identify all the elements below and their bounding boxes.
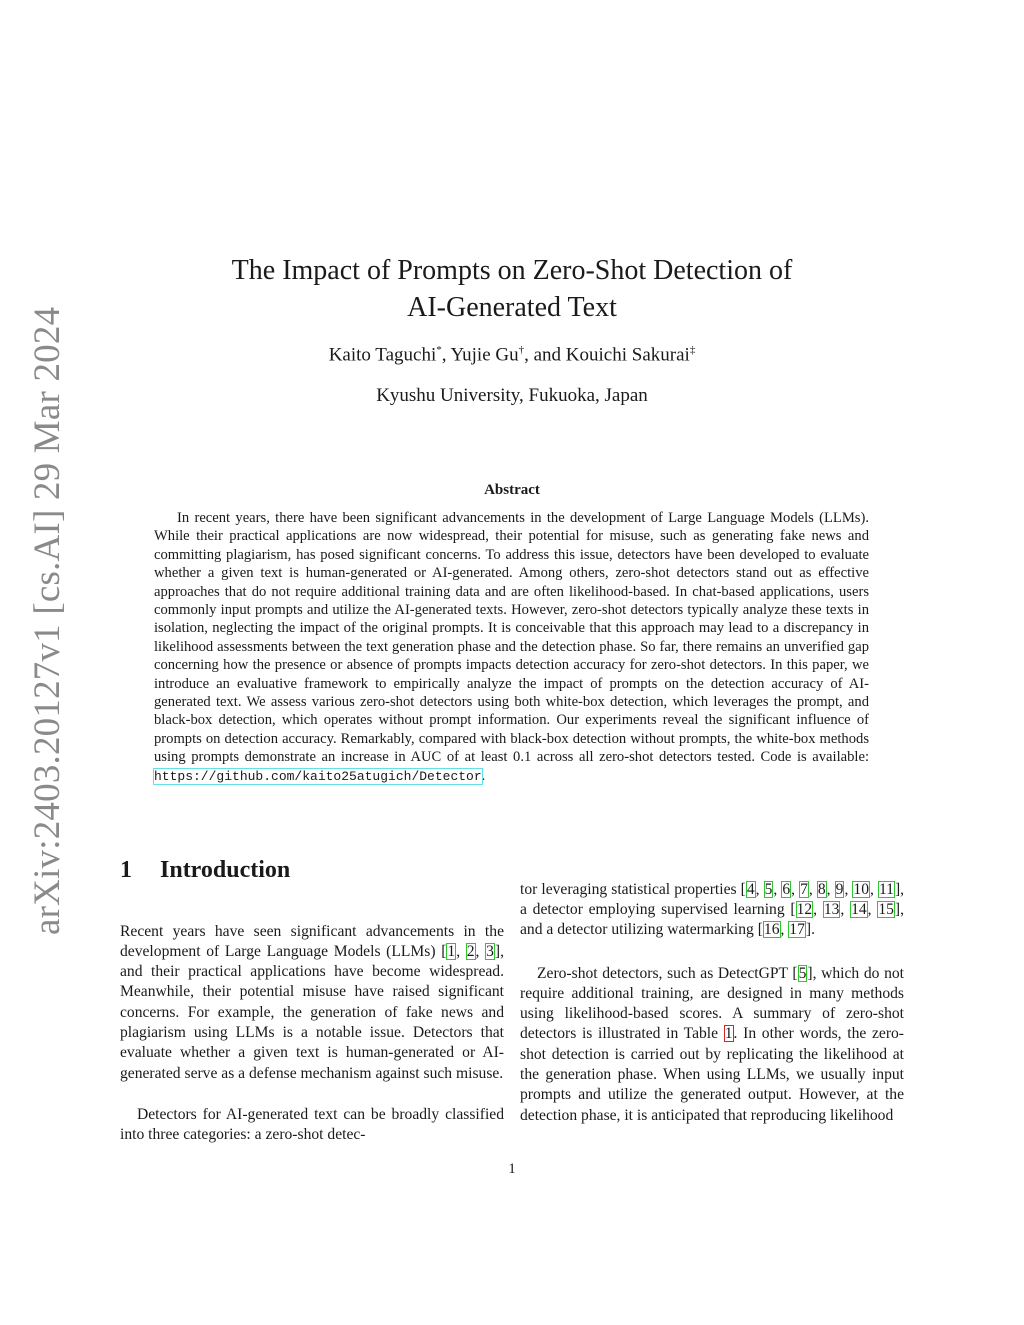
- paragraph-text: ,: [844, 880, 853, 898]
- citation-link[interactable]: 16: [763, 921, 780, 939]
- paragraph-text: Detectors for AI-generated text can be broadly classified into three categories: a zero-shot detec-: [120, 1105, 504, 1143]
- author-name: Kouichi Sakurai: [565, 344, 690, 366]
- author-footnote-mark[interactable]: †: [518, 344, 525, 356]
- citation-link[interactable]: 13: [823, 900, 840, 918]
- title-line-1: The Impact of Prompts on Zero-Shot Detection of: [231, 255, 793, 286]
- citation-link[interactable]: 15: [878, 900, 894, 918]
- citation-link[interactable]: 6: [782, 880, 791, 898]
- author-name: Yujie Gu: [450, 344, 519, 366]
- abstract-heading: Abstract: [484, 482, 540, 498]
- paragraph-text: Recent years have seen significant advancements in the development of Large Language Models (LLMs) [: [120, 922, 504, 960]
- code-repository-link[interactable]: https://github.com/kaito25atugich/Detector: [154, 768, 482, 784]
- title-line-2: AI-Generated Text: [407, 292, 617, 323]
- page-number: 1: [508, 1161, 516, 1177]
- citation-link[interactable]: 9: [835, 880, 844, 898]
- citation-link[interactable]: 7: [800, 880, 808, 898]
- citation-link[interactable]: 1: [447, 942, 456, 960]
- author-list: [160, 344, 864, 366]
- author-separator: , and: [524, 344, 566, 366]
- paragraph-text: ,: [780, 921, 789, 939]
- citation-link[interactable]: 17: [789, 921, 805, 939]
- abstract-end: .: [481, 767, 486, 784]
- author-separator: ,: [441, 344, 451, 366]
- paragraph-text: . In other words, the zero-shot detection is carried out by replicating the likelihood at the generation phase. When using LLMs, we usually input prompts and utilize the generated output. However, at the detection phase, it is anticipated that reproducing likelihood: [520, 1025, 905, 1124]
- table-reference-link[interactable]: 1: [724, 1025, 733, 1043]
- paragraph-text: ,: [475, 942, 486, 960]
- section-title: Introduction: [160, 857, 291, 883]
- intro-paragraph: [520, 964, 904, 1126]
- intro-paragraph: [520, 880, 904, 941]
- citation-link[interactable]: 11: [878, 880, 894, 898]
- arxiv-id-text: arXiv:2403.20127v1 [cs.AI] 29 Mar 2024: [27, 306, 68, 935]
- citation-link[interactable]: 8: [817, 880, 826, 898]
- affiliation: Kyushu University, Fukuoka, Japan: [376, 385, 648, 406]
- paragraph-text: ,: [813, 900, 823, 918]
- paragraph-text: ,: [773, 880, 782, 898]
- paragraph-text: ,: [791, 880, 800, 898]
- paper-title: [160, 252, 864, 326]
- intro-paragraph: [120, 1105, 504, 1146]
- citation-link[interactable]: 10: [853, 880, 869, 898]
- citation-link[interactable]: 5: [764, 880, 773, 898]
- intro-paragraph: [120, 922, 504, 1084]
- author-footnote-mark[interactable]: *: [436, 344, 442, 356]
- paragraph-text: ,: [755, 880, 764, 898]
- paragraph-text: ], which do not require additional training, are designed in many methods using likelihood-based scores. A summary of zero-shot detectors is illustrated in Table: [520, 964, 904, 1043]
- citation-link[interactable]: 3: [486, 942, 494, 960]
- paragraph-text: Zero-shot detectors, such as DetectGPT [: [537, 964, 798, 982]
- paragraph-text: ].: [805, 921, 815, 939]
- section-heading: [120, 857, 290, 884]
- paragraph-text: ,: [870, 880, 878, 898]
- paragraph-text: ,: [867, 900, 878, 918]
- paragraph-text: tor leveraging statistical properties [: [520, 880, 746, 898]
- abstract-body: [154, 509, 869, 786]
- author-name: Kaito Taguchi: [328, 344, 437, 366]
- paragraph-text: ,: [808, 880, 817, 898]
- citation-link[interactable]: 2: [466, 942, 475, 960]
- citation-link[interactable]: 14: [851, 900, 867, 918]
- paragraph-text: ,: [456, 942, 466, 960]
- paragraph-text: ,: [840, 900, 851, 918]
- citation-link[interactable]: 5: [798, 964, 807, 982]
- paragraph-text: ,: [826, 880, 835, 898]
- paragraph-text: ], a detector employing supervised learning [: [520, 880, 905, 918]
- paragraph-text: ], and their practical applications have become widespread. Meanwhile, their potential misuse have raised significant concerns. For example, the generation of fake news and plagiarism using LLMs is a notable issue. Detectors that evaluate whether a given text is human-generated or AI-generated serve as a defense mechanism against such misuse.: [120, 942, 504, 1082]
- citation-link[interactable]: 4: [746, 880, 755, 898]
- citation-link[interactable]: 12: [796, 900, 813, 918]
- section-number: 1: [120, 857, 132, 883]
- paragraph-text: ], and a detector utilizing watermarking [: [520, 900, 905, 939]
- author-footnote-mark[interactable]: ‡: [689, 344, 696, 356]
- abstract-text: In recent years, there have been significant advancements in the development of Large Language Models (LLMs). While their practical applications are now widespread, their potential for misuse, such as generating fake news and committing plagiarism, has posed significant concerns. To address this issue, detectors have been developed to evaluate whether a given text is human-generated or AI-generated. Among others, zero-shot detectors stand out as effective approaches that do not require additional training data and are often likelihood-based. In chat-based applications, users commonly input prompts and utilize the AI-generated texts. However, zero-shot detectors typically analyze these texts in isolation, neglecting the impact of the original prompts. It is conceivable that this approach may lead to a discrepancy in likelihood assessments between the text generation phase and the detection phase. So far, there remains an unverified gap concerning how the presence or absence of prompts impacts detection accuracy for zero-shot detectors. In this paper, we introduce an evaluative framework to empirically analyze the impact of prompts on the detection accuracy of AI-generated text. We assess various zero-shot detectors using both white-box detection, which leverages the prompt, and black-box detection, which operates without prompt information. Our experiments reveal the significant influence of prompts on detection accuracy. Remarkably, compared with black-box detection without prompts, the white-box methods using prompts demonstrate an increase in AUC of at least 0.1 across all zero-shot detectors tested. Code is available:: [154, 510, 869, 766]
